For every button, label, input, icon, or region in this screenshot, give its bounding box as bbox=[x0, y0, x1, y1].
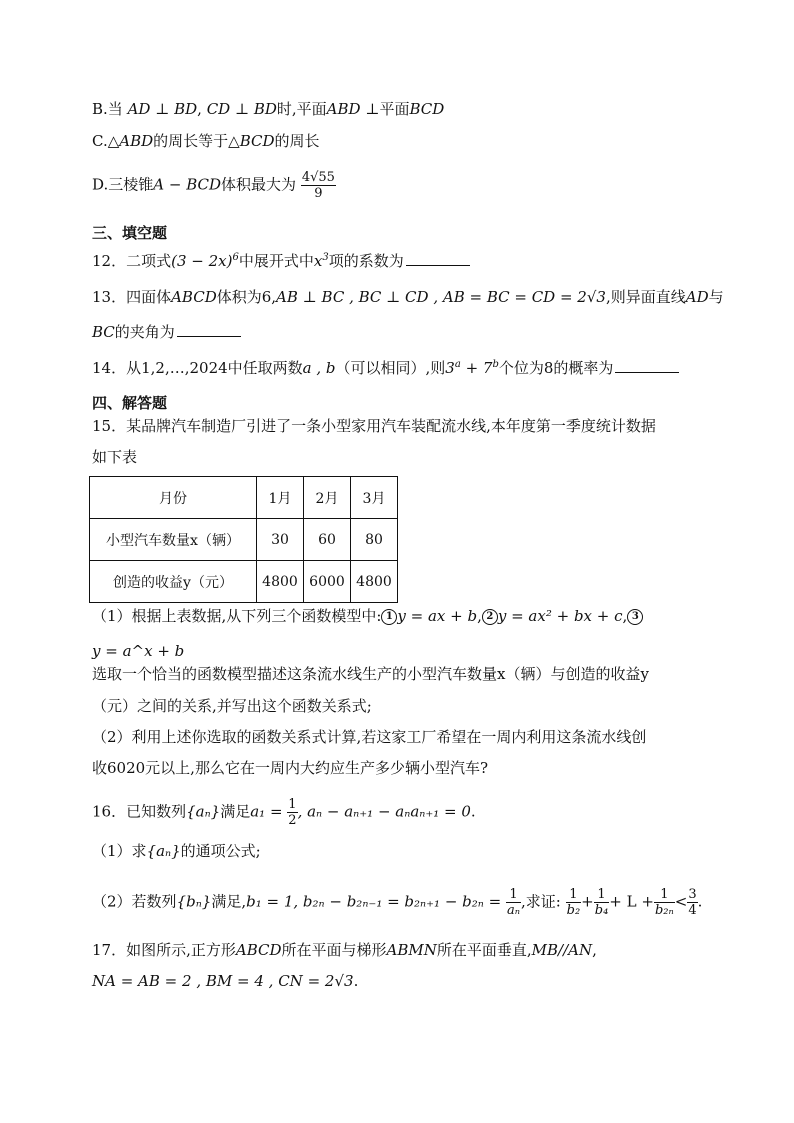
circled-3: 3 bbox=[627, 609, 643, 625]
circled-2: 2 bbox=[482, 609, 498, 625]
math-tri-abd: △ABD bbox=[107, 132, 154, 150]
table-row-label: 创造的收益y（元） bbox=[90, 561, 257, 603]
q13-t1: 体积为6, bbox=[216, 288, 277, 306]
q16-p1-post: 的通项公式; bbox=[180, 842, 261, 860]
q16-p2-t2: ,求证: bbox=[521, 892, 561, 911]
q16-seq: {aₙ} bbox=[186, 802, 221, 821]
option-d-text: 体积最大为 bbox=[221, 175, 297, 194]
q14-base3: 3 bbox=[445, 359, 455, 377]
math-tri-bcd: △BCD bbox=[228, 132, 275, 150]
table-cell: 30 bbox=[257, 519, 304, 561]
answer-blank[interactable] bbox=[406, 251, 470, 266]
volume-denominator: 9 bbox=[314, 186, 323, 201]
option-d-label: D.三棱锥 bbox=[92, 175, 154, 194]
q16-frac-b4 bbox=[594, 887, 610, 918]
model-2: y = ax² + bx + c bbox=[497, 607, 623, 625]
q15-part2-a: （2）利用上述你选取的函数关系式计算,若这家工厂希望在一周内利用这条流水线创 bbox=[92, 728, 647, 746]
math-ad-perp-bd: AD ⊥ BD bbox=[127, 100, 198, 118]
math-cd-perp-bd: CD ⊥ BD bbox=[206, 100, 277, 118]
question-13 bbox=[92, 287, 724, 307]
q16-p1-pre: （1）求 bbox=[92, 842, 147, 860]
question-14 bbox=[92, 355, 679, 378]
q14-t2: 个位为8的概率为 bbox=[498, 359, 614, 377]
q16-frac-den: aₙ bbox=[506, 903, 521, 918]
q16-half bbox=[287, 797, 297, 828]
q13-t4: 的夹角为 bbox=[114, 323, 175, 341]
q16-s3-num: 1 bbox=[654, 887, 675, 903]
q16-s1-num: 1 bbox=[566, 887, 582, 903]
q14-expression bbox=[445, 359, 499, 377]
q15-part1: （1）根据上表数据,从下列三个函数模型中: 1 y = ax + b, 2 y = ax² + bx + c, 3 bbox=[92, 606, 643, 626]
answer-blank[interactable] bbox=[177, 322, 241, 337]
math-abd: ABD bbox=[326, 100, 361, 118]
table-cell: 6000 bbox=[304, 561, 351, 603]
q16-frac-num: 1 bbox=[506, 887, 521, 903]
option-c-text2: 的周长 bbox=[274, 132, 320, 150]
q12-x-base: x bbox=[313, 252, 323, 270]
option-c-text: 的周长等于 bbox=[153, 132, 229, 150]
q14-pre: 14．从1,2,…,2024中任取两数 bbox=[92, 359, 303, 377]
option-c bbox=[92, 131, 320, 151]
q16-relation: , aₙ − aₙ₊₁ − aₙaₙ₊₁ = 0 bbox=[297, 802, 471, 821]
q16-pre: 16．已知数列 bbox=[92, 802, 187, 821]
q14-exp-a: a bbox=[454, 359, 461, 370]
table-header-cell: 1月 bbox=[257, 477, 304, 519]
option-c-label: C. bbox=[92, 132, 108, 150]
q16-dots: + L + bbox=[609, 892, 654, 911]
table-cell: 80 bbox=[351, 519, 398, 561]
q17-parallel: MB//AN bbox=[531, 941, 593, 959]
question-15-line1: 15．某品牌汽车制造厂引进了一条小型家用汽车装配流水线,本年度第一季度统计数据 bbox=[92, 417, 656, 435]
q13-pre: 13．四面体 bbox=[92, 288, 172, 306]
q16-frac-b2 bbox=[566, 887, 582, 918]
option-b-text: 时,平面 bbox=[276, 100, 327, 118]
q12-x-exp: 3 bbox=[322, 252, 329, 263]
table-header-cell: 3月 bbox=[351, 477, 398, 519]
table-row-label: 小型汽车数量x（辆） bbox=[90, 519, 257, 561]
table-cell: 4800 bbox=[257, 561, 304, 603]
q14-exp-b: b bbox=[492, 359, 499, 370]
question-15-line2: 如下表 bbox=[92, 448, 138, 466]
table-cell: 60 bbox=[304, 519, 351, 561]
q13-ad: AD bbox=[685, 288, 709, 306]
q13-t3: 与 bbox=[708, 288, 724, 306]
q16-half-num: 1 bbox=[288, 797, 297, 812]
math-bcd: BCD bbox=[409, 100, 445, 118]
q16-lt: < bbox=[674, 892, 688, 911]
q16-a1: a₁ = bbox=[250, 802, 283, 821]
q16-p2-pre: （2）若数列 bbox=[92, 892, 177, 911]
q15-part2-b: 收6020元以上,那么它在一周内大约应生产多少辆小型汽车? bbox=[92, 759, 488, 777]
q17-abcd: ABCD bbox=[235, 941, 282, 959]
q16-s1-den: b₂ bbox=[566, 903, 581, 918]
q14-plus7: + 7 bbox=[460, 359, 493, 377]
q16-p2-rel: b₁ = 1, b₂ₙ − b₂ₙ₋₁ = b₂ₙ₊₁ − b₂ₙ = bbox=[246, 892, 502, 911]
q15-part1-text: （1）根据上表数据,从下列三个函数模型中: bbox=[92, 607, 382, 625]
q13-conditions: AB ⊥ BC , BC ⊥ CD , AB = BC = CD = 2√3 bbox=[276, 288, 606, 306]
volume-fraction bbox=[301, 170, 336, 201]
q16-t1: 满足 bbox=[220, 802, 251, 821]
table-header-cell: 2月 bbox=[304, 477, 351, 519]
q16-s2-num: 1 bbox=[594, 887, 610, 903]
q17-t1: 所在平面与梯形 bbox=[281, 941, 387, 959]
q12-post: 项的系数为 bbox=[328, 252, 404, 270]
section-4-title: 四、解答题 bbox=[92, 394, 168, 412]
q12-expr: (3 − 2x) bbox=[171, 252, 233, 270]
q13-t2: ,则异面直线 bbox=[605, 288, 686, 306]
q12-exp: 6 bbox=[232, 252, 239, 263]
q16-r-num: 3 bbox=[688, 887, 697, 902]
q15-part1-b: 选取一个恰当的函数模型描述这条流水线生产的小型汽车数量x（辆）与创造的收益y bbox=[92, 665, 649, 683]
option-b: B.当 AD ⊥ BD, CD ⊥ BD时,平面ABD ⊥平面BCD bbox=[92, 100, 445, 118]
table-row bbox=[90, 561, 398, 603]
question-12 bbox=[92, 248, 470, 271]
question-16: 16．已知数列{aₙ}满足a₁ = $\frac{1}{2}$ , aₙ − aₙ₊₁ − aₙaₙ₊₁ = 0. bbox=[92, 797, 476, 828]
q16-s3-den: b₂ₙ bbox=[654, 903, 674, 918]
option-d bbox=[92, 170, 336, 201]
data-table bbox=[89, 476, 398, 603]
q14-t1: （可以相同）,则 bbox=[335, 359, 446, 377]
q17-pre: 17．如图所示,正方形 bbox=[92, 941, 236, 959]
model-1: y = ax + b bbox=[397, 607, 478, 625]
answer-blank[interactable] bbox=[615, 358, 679, 373]
q16-part2: （2）若数列{bₙ}满足,b₁ = 1, b₂ₙ − b₂ₙ₋₁ = b₂ₙ₊₁ − b₂ₙ = $\frac{1}{\text{aₙ}}$ ,求证: $\frac{1}{\text{b₂}}$ + $\frac{1}{\text{b₄}}$ + L + $\frac{1}{\text{b₂ₙ}}$ < $\frac{3}{4}$ . bbox=[92, 887, 703, 918]
table-cell: 4800 bbox=[351, 561, 398, 603]
q15-part1-c: （元）之间的关系,并写出这个函数关系式; bbox=[92, 697, 372, 715]
q16-frac-3-4 bbox=[687, 887, 697, 918]
q16-frac-1-an bbox=[506, 887, 521, 918]
math-a-bcd: A − BCD bbox=[153, 175, 222, 194]
q12-x bbox=[314, 252, 329, 270]
circled-1: 1 bbox=[381, 609, 397, 625]
q12-mid: 中展开式中 bbox=[238, 252, 314, 270]
q13-abcd: ABCD bbox=[171, 288, 217, 306]
q15-model3 bbox=[92, 641, 184, 661]
q16-p1-seq: {aₙ} bbox=[146, 842, 181, 860]
q16-p2-t: 满足, bbox=[211, 892, 247, 911]
option-b-label: B.当 bbox=[92, 100, 123, 118]
q16-half-den: 2 bbox=[288, 813, 297, 828]
table-header-cell: 月份 bbox=[90, 477, 257, 519]
q14-ab: a , b bbox=[302, 359, 336, 377]
q16-r-den: 4 bbox=[688, 903, 697, 918]
question-17-cont: NA = AB = 2 , BM = 4 , CN = 2√3. bbox=[92, 972, 359, 990]
table-row bbox=[90, 519, 398, 561]
q13-bc: BC bbox=[92, 323, 115, 341]
model-3: y = a^x + b bbox=[92, 642, 185, 660]
volume-numerator: 4√55 bbox=[301, 170, 335, 185]
question-13-cont bbox=[92, 322, 241, 342]
q17-t2: 所在平面垂直, bbox=[436, 941, 532, 959]
q17-abmn: ABMN bbox=[386, 941, 437, 959]
q16-s2-den: b₄ bbox=[594, 903, 609, 918]
section-3-title: 三、填空题 bbox=[92, 224, 168, 242]
q12-pre: 12．二项式 bbox=[92, 252, 172, 270]
perp-text: ⊥平面 bbox=[365, 100, 410, 118]
table-row bbox=[90, 477, 398, 519]
question-17: 17．如图所示,正方形ABCD所在平面与梯形ABMN所在平面垂直,MB//AN, bbox=[92, 941, 597, 959]
q16-p2-seq: {bₙ} bbox=[176, 892, 212, 911]
q12-binomial bbox=[171, 252, 239, 270]
q17-lengths: NA = AB = 2 , BM = 4 , CN = 2√3 bbox=[92, 972, 354, 990]
q16-frac-b2n bbox=[654, 887, 675, 918]
q16-part1 bbox=[92, 841, 261, 861]
